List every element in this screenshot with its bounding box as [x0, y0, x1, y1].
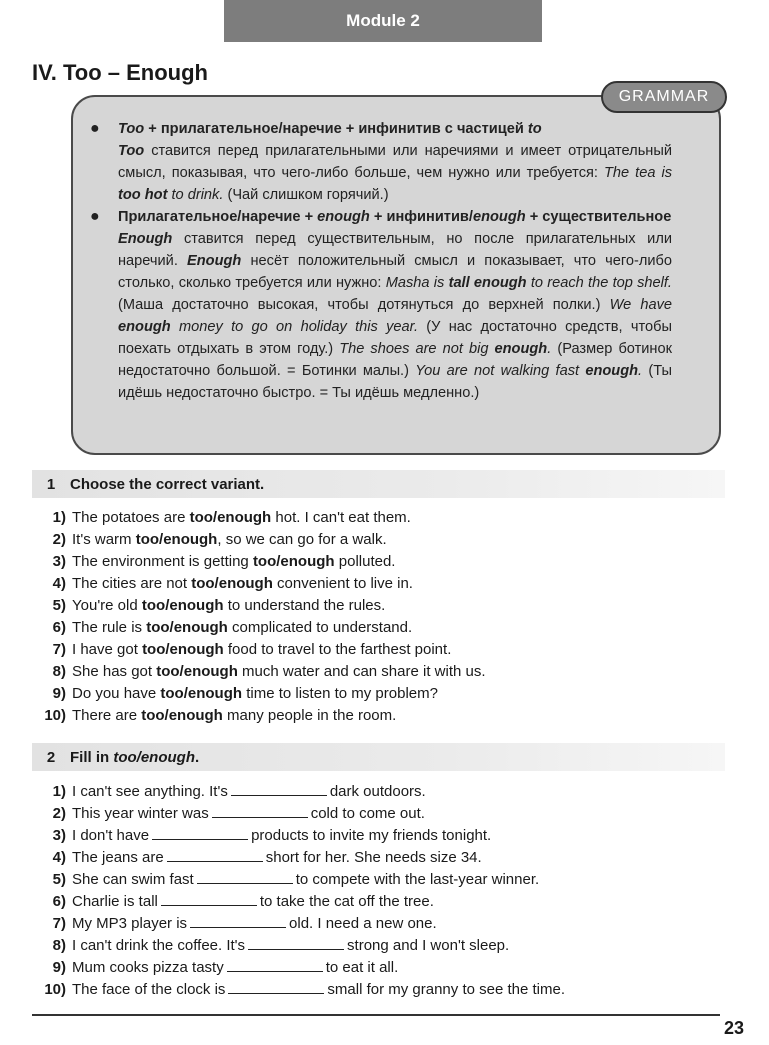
- exercise-2-list: [32, 781, 565, 1001]
- page-number: 23: [724, 1018, 745, 1038]
- list-item: 8) She has got too/enough much water and can share it with us.: [52, 663, 486, 680]
- exercise-1-list: [32, 507, 486, 727]
- answer-blank[interactable]: [152, 825, 248, 840]
- list-item: 6) The rule is too/enough complicated to understand.: [52, 619, 413, 636]
- list-item: 3) I don't have products to invite my friends tonight.: [52, 827, 492, 844]
- answer-blank[interactable]: [231, 781, 327, 796]
- list-item: 8) I can't drink the coffee. It's strong and I won't sleep.: [52, 937, 510, 954]
- list-item: 9) Mum cooks pizza tasty to eat it all.: [52, 959, 399, 976]
- bullet-icon: ●: [90, 208, 100, 225]
- answer-blank[interactable]: [161, 891, 257, 906]
- list-item: 1) The potatoes are too/enough hot. I can't eat them.: [52, 509, 411, 526]
- answer-blank[interactable]: [248, 935, 344, 950]
- list-item: 9) Do you have too/enough time to listen to my problem?: [52, 685, 438, 702]
- grammar-content: [88, 118, 672, 404]
- answer-blank[interactable]: [212, 803, 308, 818]
- list-item: 4) The cities are not too/enough convenient to live in.: [52, 575, 413, 592]
- list-item: 4) The jeans are short for her. She needs size 34.: [52, 849, 482, 866]
- list-item: 2) This year winter was cold to come out.: [52, 805, 425, 822]
- answer-blank[interactable]: [227, 957, 323, 972]
- grammar-rule-enough: [88, 206, 672, 404]
- answer-blank[interactable]: [190, 913, 286, 928]
- grammar-rule-too: [88, 118, 672, 206]
- list-item: 7) My MP3 player is old. I need a new one.: [52, 915, 437, 932]
- answer-blank[interactable]: [228, 979, 324, 994]
- rule-heading: Too + прилагательное/наречие + инфинитив с частицей to: [118, 121, 542, 137]
- list-item: 7) I have got too/enough food to travel to the farthest point.: [52, 641, 452, 658]
- rule-heading: Прилагательное/наречие + enough + инфинитив/enough + существительное: [118, 209, 672, 225]
- list-item: 5) You're old too/enough to understand the rules.: [52, 597, 386, 614]
- list-item: 10) The face of the clock is small for my granny to see the time.: [44, 981, 565, 998]
- list-item: 6) Charlie is tall to take the cat off the tree.: [52, 893, 434, 910]
- exercise-2-header: [32, 743, 725, 771]
- exercise-number: 2: [46, 748, 56, 766]
- rule-explanation: Too ставится перед прилагательными или наречиями и имеет отрицательный смысл, показывая, что чего-либо больше, чем нужно или требуется: The tea is too hot to drink. (Чай слишком горячий.): [118, 143, 672, 203]
- list-item: 10) There are too/enough many people in the room.: [44, 707, 397, 724]
- bullet-icon: ●: [90, 120, 100, 137]
- list-item: 3) The environment is getting too/enough polluted.: [52, 553, 396, 570]
- grammar-tag: [601, 81, 727, 113]
- grammar-tag-label: GRAMMAR: [618, 88, 710, 105]
- rule-explanation: Enough ставится перед существительным, но после прилагательных или наречий. Enough несёт положительный смысл и показывает, что чего-либо столько, сколько требуется или нужно: Masha is tall enough to reach the top shelf. (Маша достаточно высокая, чтобы дотянуться до верхней полки.) We have enough money to go on holiday this year. (У нас достаточно средств, чтобы поехать отдыхать в этом году.) The shoes are not big enough. (Размер ботинок недостаточно большой. = Ботинки малы.) You are not walking fast enough. (Ты идёшь недостаточно быстро. = Ты идёшь медленно.): [118, 231, 673, 401]
- module-label: Module 2: [346, 11, 420, 30]
- answer-blank[interactable]: [197, 869, 293, 884]
- exercise-number: 1: [46, 475, 56, 493]
- module-header: [224, 0, 542, 42]
- list-item: 1) I can't see anything. It's dark outdoors.: [52, 783, 426, 800]
- section-title: IV. Too – Enough: [32, 60, 208, 85]
- exercise-title: Fill in too/enough.: [70, 748, 200, 766]
- footer-rule: [32, 1014, 720, 1016]
- exercise-1-header: [32, 470, 725, 498]
- list-item: 5) She can swim fast to compete with the last-year winner.: [52, 871, 540, 888]
- exercise-title: Choose the correct variant.: [70, 475, 265, 493]
- answer-blank[interactable]: [167, 847, 263, 862]
- list-item: 2) It's warm too/enough, so we can go for a walk.: [52, 531, 387, 548]
